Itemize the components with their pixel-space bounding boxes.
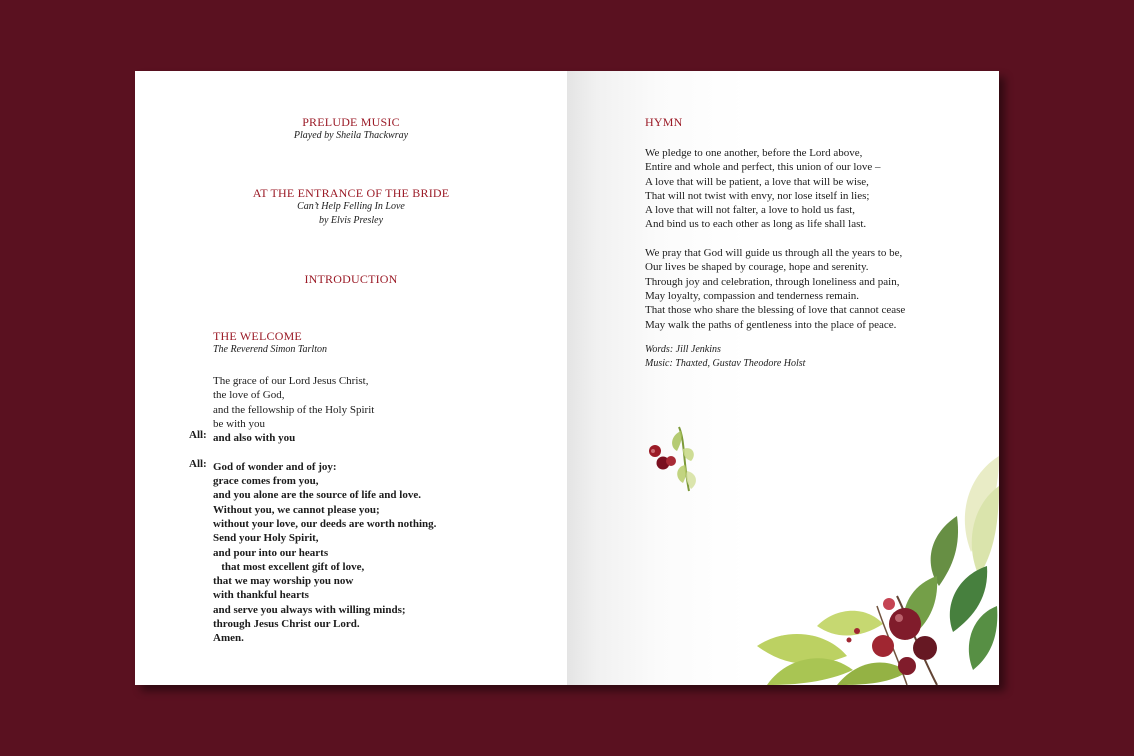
grace-line: be with you [213, 417, 265, 430]
booklet-spread [135, 71, 999, 685]
prelude-subtitle: Played by Sheila Thackwray [293, 130, 409, 141]
prelude-heading: PRELUDE MUSIC [302, 115, 400, 129]
berry-sprig-illustration [645, 421, 701, 496]
welcome-section [189, 329, 543, 645]
entrance-heading: AT THE ENTRANCE OF THE BRIDE [252, 186, 450, 200]
welcome-officiant: The Reverend Simon Tarlton [213, 344, 327, 355]
prayer-line: with thankful hearts [213, 589, 309, 602]
left-page [135, 71, 567, 685]
prayer-line: and serve you always with willing minds; [213, 603, 406, 616]
hymn-line: We pray that God will guide us through all the years to be, [645, 247, 903, 260]
hymn-line: And bind us to each other as long as life shall last. [645, 218, 867, 231]
prayer-line: that most excellent gift of love, [213, 560, 365, 573]
grace-line: the love of God, [213, 389, 285, 402]
hymn-section [645, 115, 985, 371]
hymn-line: That will not twist with envy, nor lose itself in lies; [645, 189, 870, 202]
hymn-heading: HYMN [645, 115, 683, 129]
entrance-section [135, 186, 567, 228]
prayer-line: without your love, our deeds are worth nothing. [213, 517, 437, 530]
prayer-label: All: [189, 457, 207, 470]
hymn-line: May walk the paths of gentleness into the place of peace. [645, 318, 897, 331]
hymn-line: May loyalty, compassion and tenderness remain. [645, 289, 860, 302]
prayer-line: grace comes from you, [213, 475, 319, 488]
prayer-line: God of wonder and of joy: [213, 460, 337, 473]
introduction-section [135, 272, 567, 286]
response-text: and also with you [213, 432, 296, 445]
entrance-song: Can’t Help Felling In Love [297, 201, 405, 212]
floral-corner-illustration [757, 456, 999, 685]
prayer-line: through Jesus Christ our Lord. [213, 618, 360, 631]
welcome-heading: THE WELCOME [213, 329, 302, 343]
entrance-artist: by Elvis Presley [318, 215, 384, 226]
introduction-heading: INTRODUCTION [304, 272, 398, 286]
grace-line: The grace of our Lord Jesus Christ, [213, 375, 369, 387]
hymn-line: A love that will be patient, a love that will be wise, [645, 175, 869, 188]
hymn-verse-1 [645, 143, 985, 229]
hymn-line: That those who share the blessing of love that cannot cease [645, 304, 906, 317]
prayer-line: Without you, we cannot please you; [213, 503, 380, 516]
words-credit: Words: Jill Jenkins [645, 344, 721, 356]
prayer-line: and pour into our hearts [213, 546, 329, 559]
hymn-line: We pledge to one another, before the Lord above, [645, 147, 863, 159]
prelude-section [135, 115, 567, 143]
prayer-line: that we may worship you now [213, 575, 354, 588]
music-credit: Music: Thaxted, Gustav Theodore Holst [645, 358, 806, 370]
prayer-line: and you alone are the source of life and love. [213, 489, 421, 502]
prayer-line: Send your Holy Spirit, [213, 532, 319, 545]
prayer-line: Amen. [213, 632, 244, 645]
hymn-verse-2 [645, 243, 985, 329]
right-page [567, 71, 999, 685]
response-label: All: [189, 429, 207, 442]
hymn-line: Entire and whole and perfect, this union of our love – [645, 161, 881, 174]
hymn-line: Our lives be shaped by courage, hope and serenity. [645, 261, 869, 274]
grace-line: and the fellowship of the Holy Spirit [213, 403, 375, 416]
hymn-line: A love that will not falter, a love to hold us fast, [645, 204, 856, 217]
hymn-line: Through joy and celebration, through loneliness and pain, [645, 275, 900, 288]
